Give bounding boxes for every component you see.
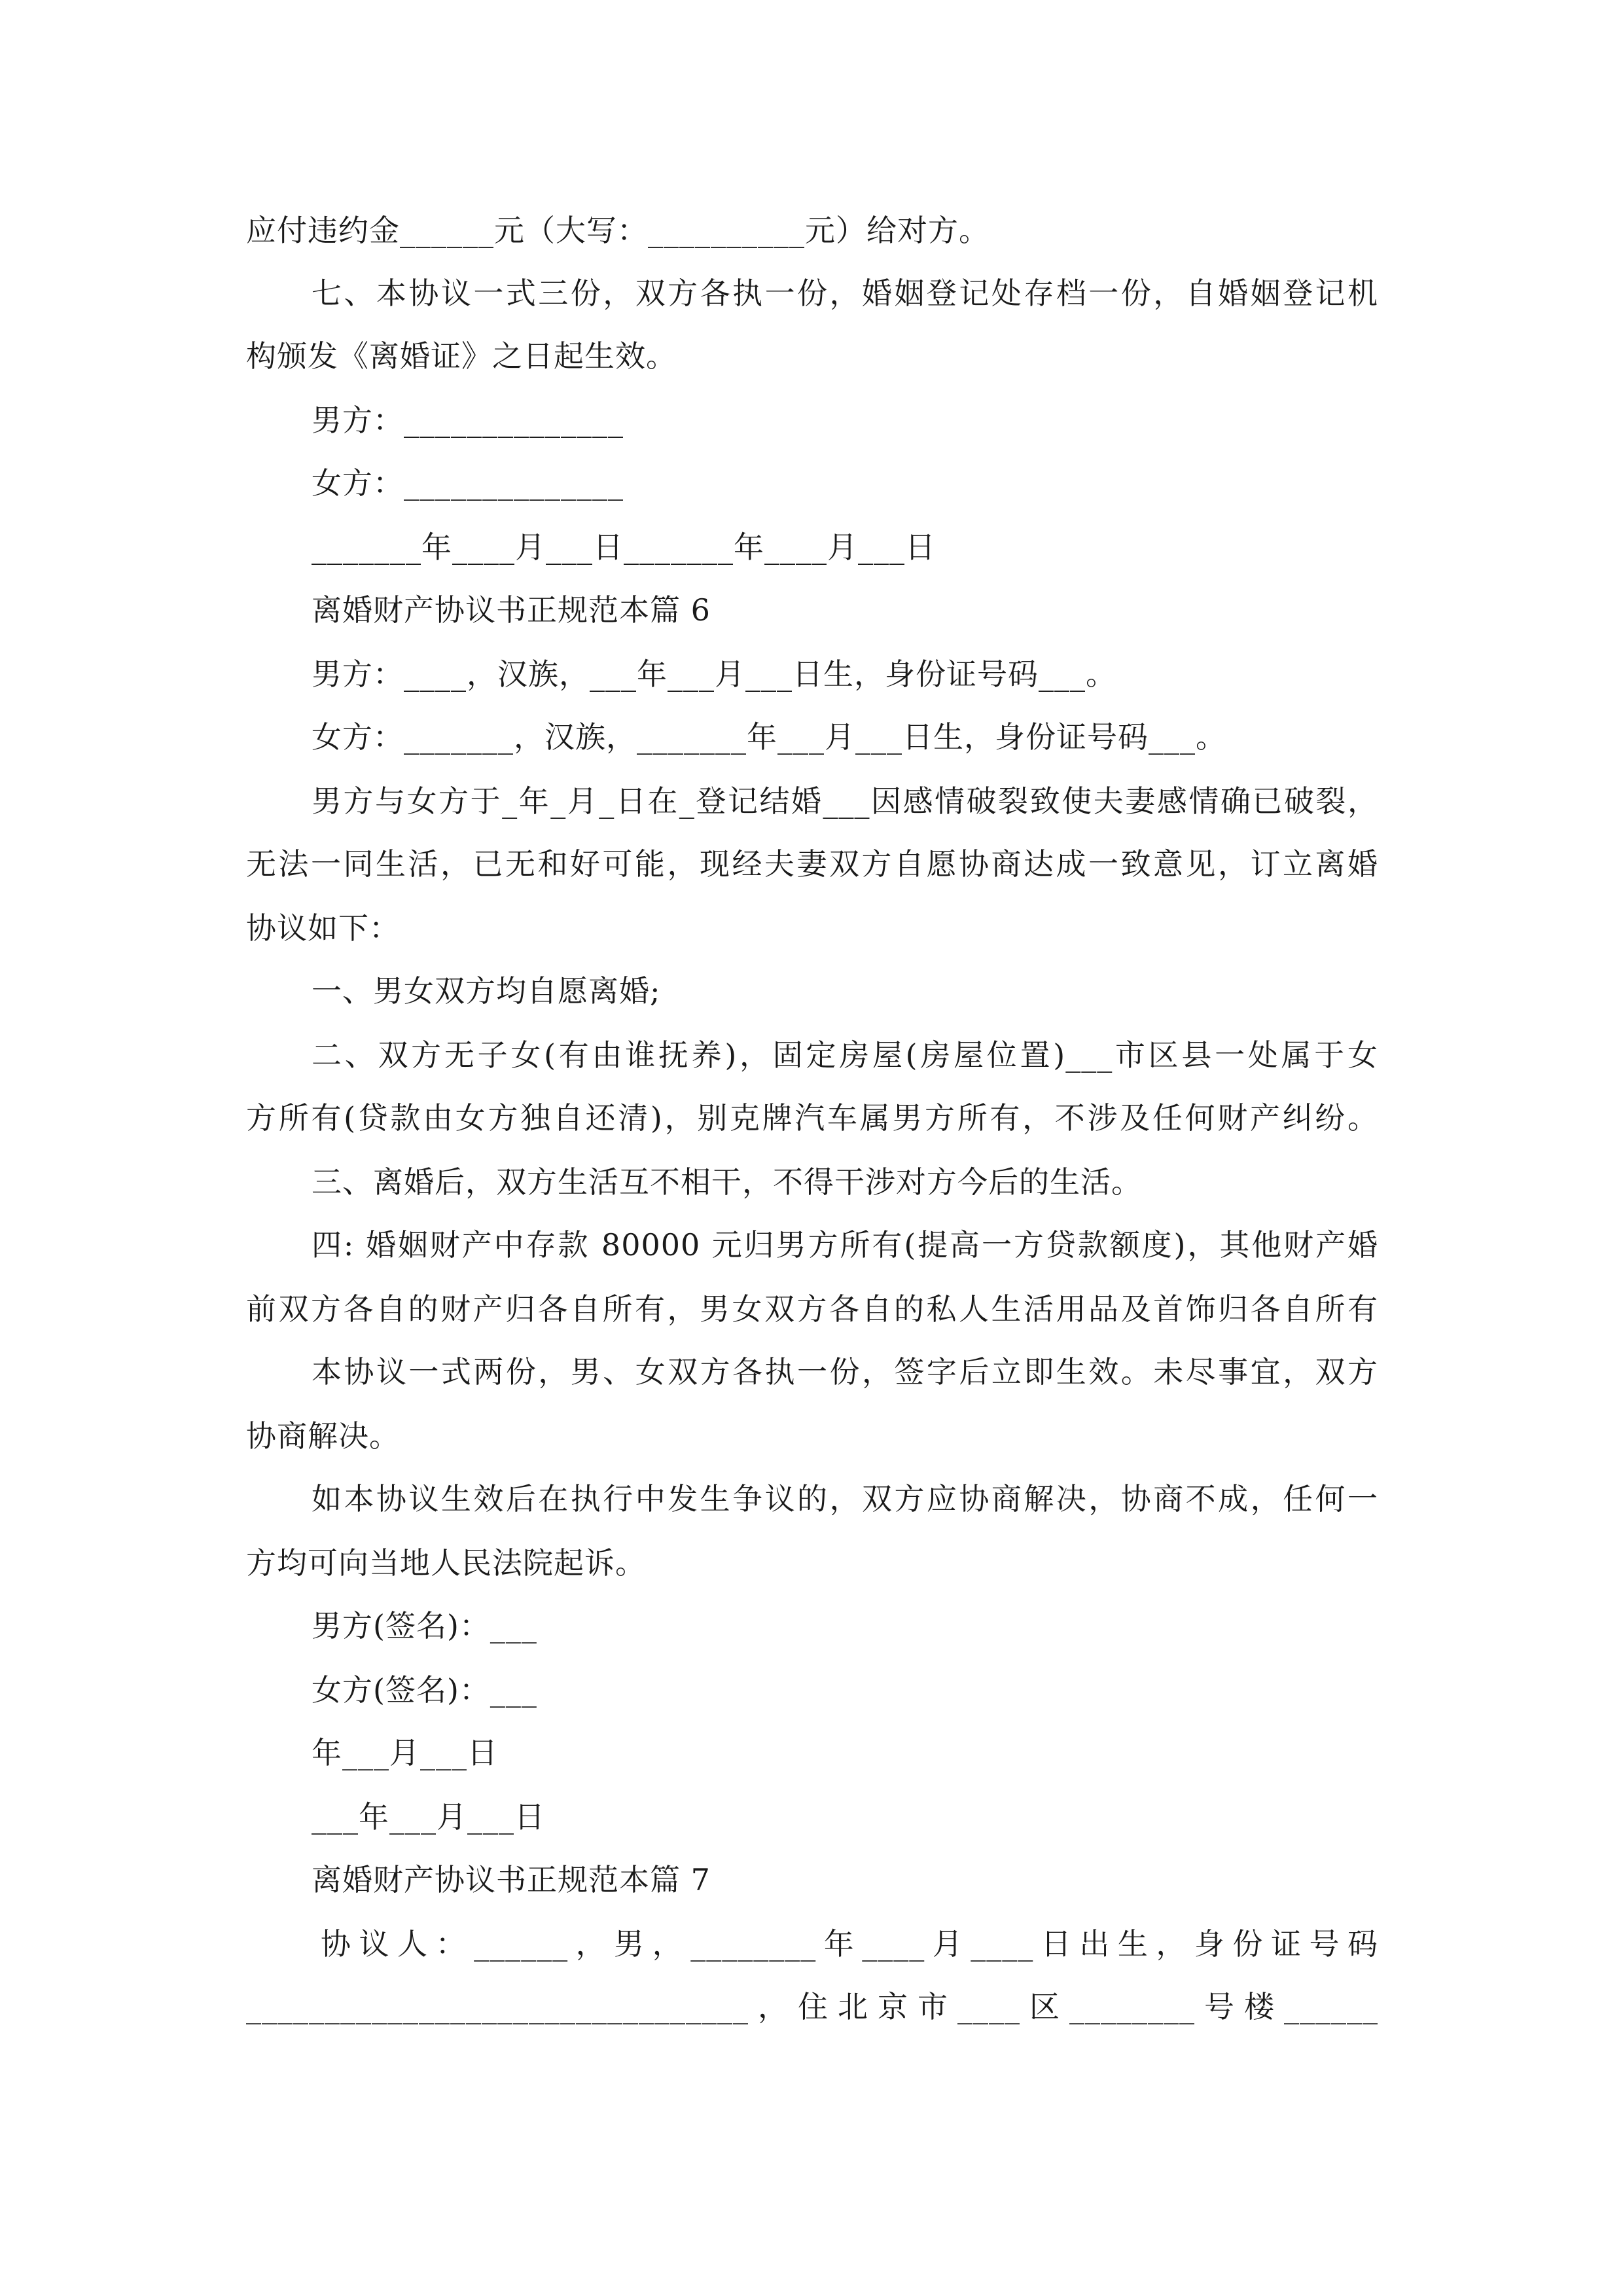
paragraph-line: 无法一同生活，已无和好可能，现经夫妻双方自愿协商达成一致意见，订立离婚 — [246, 846, 1378, 882]
paragraph-line: 七、本协议一式三份，双方各执一份，婚姻登记处存档一份，自婚姻登记机 — [312, 276, 1378, 311]
paragraph-line: 三、离婚后，双方生活互不相干，不得干涉对方今后的生活。 — [312, 1164, 1142, 1200]
paragraph-line: 女方：_______，汉族，_______年___月___日生，身份证号码___。 — [312, 719, 1226, 755]
paragraph-line: 前双方各自的财产归各自所有，男女双方各自的私人生活用品及首饰归各自所有 — [246, 1291, 1378, 1327]
section-heading: 离婚财产协议书正规范本篇 6 — [312, 592, 711, 628]
paragraph-line: 协商解决。 — [246, 1418, 400, 1454]
paragraph-line: ________________________________，住北京市____区________号楼______ — [246, 1989, 1378, 2024]
paragraph-line: 协议如下： — [246, 910, 400, 946]
paragraph-line: 本协议一式两份，男、女双方各执一份，签字后立即生效。未尽事宜，双方 — [312, 1354, 1378, 1390]
signature-line-female: 女方：______________ — [312, 465, 624, 501]
paragraph-line: 男方与女方于_年_月_日在_登记结婚___因感情破裂致使夫妻感情确已破裂， — [312, 783, 1378, 819]
paragraph-line: 二、双方无子女(有由谁抚养)，固定房屋(房屋位置)___市区县一处属于女 — [312, 1037, 1378, 1073]
date-line: _______年____月___日_______年____月___日 — [312, 529, 936, 565]
paragraph-line: 方均可向当地人民法院起诉。 — [246, 1545, 646, 1581]
signature-line-male: 男方(签名)：___ — [312, 1608, 537, 1643]
paragraph-line: 四: 婚姻财产中存款 80000 元归男方所有(提高一方贷款额度)，其他财产婚 — [312, 1227, 1378, 1263]
paragraph-line: 方所有(贷款由女方独自还清)，别克牌汽车属男方所有，不涉及任何财产纠纷。 — [246, 1100, 1378, 1136]
paragraph-line: 一、男女双方均自愿离婚; — [312, 973, 661, 1009]
signature-line-female: 女方(签名)：___ — [312, 1672, 537, 1708]
paragraph-line: 应付违约金______元（大写：__________元）给对方。 — [246, 213, 990, 248]
section-heading: 离婚财产协议书正规范本篇 7 — [312, 1862, 711, 1897]
signature-line-male: 男方：______________ — [312, 403, 624, 438]
date-line: ___年___月___日 — [312, 1799, 545, 1835]
paragraph-line: 如本协议生效后在执行中发生争议的，双方应协商解决，协商不成，任何一 — [312, 1481, 1378, 1516]
date-line: 年___月___日 — [312, 1735, 498, 1770]
paragraph-line: 构颁发《离婚证》之日起生效。 — [246, 338, 677, 374]
paragraph-line: 协议人：______，男，________年____月____日出生，身份证号码 — [321, 1926, 1378, 1962]
paragraph-line: 男方：____，汉族，___年___月___日生，身份证号码___。 — [312, 656, 1116, 692]
